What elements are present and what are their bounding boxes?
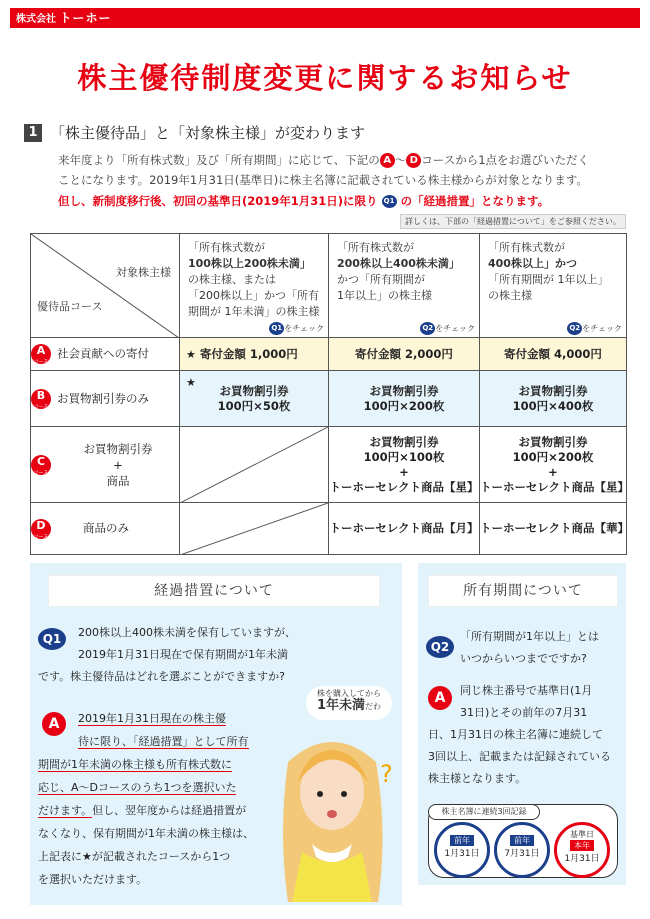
records-title: 株主名簿に連続3回記録 [428, 804, 540, 820]
course-letter: A [36, 344, 46, 357]
q2-line: いつからいつまでですか? [460, 652, 587, 665]
a1-line [38, 777, 236, 798]
a1-badge: A [42, 712, 66, 736]
cell-value: トーホーセレクト商品【星】 [480, 479, 630, 494]
cell-value: お買物割引券 [518, 434, 588, 449]
a1-line [38, 800, 246, 821]
intro-tilde: ～ [394, 153, 407, 167]
speech-bubble [306, 686, 392, 720]
course-tag: コース [33, 403, 49, 410]
course-name: お買物割引券のみ [57, 391, 149, 405]
q1-icon: Q1 [269, 322, 284, 335]
cell-a-3: 寄付金額 4,000円 [480, 338, 627, 371]
q2-icon: Q2 [420, 322, 435, 335]
course-letter: D [36, 518, 46, 532]
a2-line: 同じ株主番号で基準日(1月 [460, 684, 593, 697]
a1-line: 上記表に★が記載されたコースから1つ [38, 850, 231, 863]
q1-line: 200株以上400株未満を保有していますが、 [78, 626, 296, 639]
a1-text: 期間が1年未満の株主様も所有株式数に [38, 758, 232, 771]
col2-ref-text: をチェック [435, 324, 475, 333]
q1-line: です。株主優待品はどれを選ぶことができますか? [38, 670, 285, 683]
record-badge-current [554, 822, 610, 878]
a1-line: なくなり、保有期間が1年未満の株主様は、 [38, 827, 254, 840]
q1-icon: Q1 [382, 195, 397, 208]
a1-line [78, 708, 226, 729]
header-target: 対象株主様 [116, 266, 171, 279]
cell-d-1-empty [180, 503, 329, 555]
col-header-3 [480, 234, 627, 338]
star-icon: ★ [186, 376, 196, 389]
a1-text: 2019年1月31日現在の株主優 [78, 712, 226, 725]
intro-note-a: 但し、新制度移行後、初回の基準日(2019年1月31日)に限り [58, 194, 378, 208]
record-tag: 前年 [510, 835, 534, 846]
col3-ref [480, 320, 626, 337]
page-title: 株主優待制度変更に関するお知らせ [77, 61, 573, 95]
a1-line: を選択いただけます。 [38, 873, 148, 886]
a2-line: 3回以上、記載または記録されている [428, 750, 611, 763]
course-d-icon: D [406, 153, 421, 168]
course-b-icon [31, 389, 51, 409]
intro-line-1 [58, 151, 589, 169]
course-tag: コース [33, 359, 49, 365]
q1-line: 2019年1月31日現在で保有期間が1年未満 [78, 648, 288, 661]
header-course: 優待品コース [37, 300, 103, 313]
a1-text: だけます。 [38, 804, 93, 817]
holding-period-title: 所有期間について [428, 575, 618, 607]
col2-line: 200株以上400株未満」 [337, 257, 460, 270]
cell-value: 100円×50枚 [217, 398, 291, 413]
col-header-1 [180, 234, 329, 338]
course-d-icon [31, 519, 51, 539]
cell-b-1 [180, 371, 329, 427]
col1-line: 100株以上200株未満」 [188, 257, 311, 270]
transition-title: 経過措置について [48, 575, 380, 607]
col2-line: 1年以上」の株主様 [337, 289, 432, 302]
col1-ref-text: をチェック [284, 324, 324, 333]
diagonal-line [180, 427, 328, 503]
cell-c-3 [480, 427, 630, 503]
col1-line: 「200株以上」かつ「所有 [188, 289, 319, 302]
col3-line: 「所有期間が 1年以上」 [488, 273, 609, 286]
cell-c-2 [329, 427, 480, 503]
course-a-icon [31, 344, 51, 364]
section-number: 1 [24, 124, 42, 142]
cell-d-3: トーホーセレクト商品【華】 [480, 503, 627, 555]
col2-line: かつ「所有期間が [337, 273, 425, 286]
brand-name: トーホー [59, 11, 112, 25]
col-header-2 [329, 234, 480, 338]
record-date: 1月31日 [444, 849, 480, 859]
table-row [31, 503, 627, 555]
q2-badge: Q2 [426, 636, 454, 658]
cell-a-2: 寄付金額 2,000円 [329, 338, 480, 371]
intro-note-b: の「経過措置」となります。 [400, 194, 550, 208]
company-label: 株式会社 [16, 14, 56, 25]
table-corner [31, 234, 180, 338]
a1-text: 応じ、A～Dコースのうち1つを選択いた [38, 781, 237, 794]
section-title: 「株主優待品」と「対象株主様」が変わります [50, 124, 366, 142]
record-date: 7月31日 [504, 849, 540, 859]
intro-line-2: ことになります。2019年1月31日(基準日)に株主名簿に記載されている株主様からが対象となります。 [58, 173, 588, 187]
course-name: + [113, 457, 123, 472]
course-letter: B [36, 388, 46, 402]
intro-text-c: コースから1点をお選びいただく [421, 153, 590, 167]
course-name: 社会貢献への寄付 [57, 346, 149, 361]
record-date: 1月31日 [564, 854, 600, 864]
a2-line: 株主様となります。 [428, 772, 527, 785]
course-letter: C [36, 454, 46, 468]
bubble-text: 株を購入してから [317, 689, 381, 698]
cell-value: + [548, 464, 558, 479]
a2-line: 31日)とその前年の7月31 [460, 706, 588, 719]
cell-value: 寄付金額 1,000円 [199, 346, 298, 361]
cell-a-1 [180, 338, 329, 371]
col3-line: 「所有株式数が [488, 241, 565, 254]
cell-value: お買物割引券 [518, 383, 588, 398]
course-c-icon [31, 455, 51, 475]
col3-line: の株主様 [488, 289, 532, 302]
course-tag: コース [33, 469, 49, 476]
cell-value: トーホーセレクト商品【星】 [329, 479, 479, 494]
course-table [30, 233, 630, 555]
col1-line: の株主様、または [188, 273, 276, 286]
table-row [31, 371, 627, 427]
cell-value: 100円×400枚 [512, 398, 594, 413]
bubble-text-bold: 1年未満 [316, 698, 366, 713]
diagonal-line [31, 234, 179, 338]
a2-line: 日、1月31日の株主名簿に連続して [428, 728, 603, 741]
q2-icon: Q2 [567, 322, 582, 335]
col1-line: 「所有株式数が [188, 241, 265, 254]
diagonal-line [180, 503, 328, 555]
course-name: 商品 [106, 473, 130, 488]
intro-text-a: 来年度より「所有株式数」及び「所有期間」に応じて、下記の [58, 153, 380, 167]
q2-line: 「所有期間が1年以上」とは [460, 630, 599, 643]
table-row [31, 338, 627, 371]
col3-line: 400株以上」かつ [488, 257, 577, 270]
course-tag: コース [33, 533, 49, 540]
cell-d-2: トーホーセレクト商品【月】 [329, 503, 480, 555]
record-badge [494, 822, 550, 878]
table-row [31, 427, 627, 503]
record-tag: 本年 [570, 840, 594, 851]
a1-line [38, 754, 232, 775]
a2-badge: A [428, 686, 452, 710]
a1-text: 待に限り、「経過措置」として所有 [78, 735, 249, 748]
record-badge [434, 822, 490, 878]
course-b [31, 371, 180, 427]
course-c [31, 427, 180, 503]
col3-ref-text: をチェック [582, 324, 622, 333]
col2-line: 「所有株式数が [337, 241, 414, 254]
a1-line [78, 731, 249, 752]
table-header-row [31, 234, 627, 338]
record-tag: 前年 [450, 835, 474, 846]
cell-c-1-empty [180, 427, 329, 503]
company-logo [16, 10, 112, 28]
bubble-text: だわ [365, 702, 382, 711]
a1-text: 但し、翌年度からは経過措置が [92, 804, 247, 817]
course-name: 商品のみ [83, 521, 129, 535]
q1-badge: Q1 [38, 628, 66, 650]
cell-value: 100円×200枚 [363, 398, 445, 413]
course-name: お買物割引券 [83, 441, 153, 456]
detail-note: 詳しくは、下部の「経過措置について」をご参照ください。 [400, 214, 626, 229]
cell-value: お買物割引券 [219, 383, 289, 398]
star-icon: ★ [186, 347, 196, 361]
col1-line: 期間が 1年未満」の株主様 [188, 305, 320, 318]
cell-b-2 [329, 371, 480, 427]
cell-value: + [399, 464, 409, 479]
cell-value: 100円×100枚 [363, 449, 445, 464]
woman-illustration [268, 722, 398, 902]
cell-value: お買物割引券 [369, 383, 439, 398]
cell-value: お買物割引券 [369, 434, 439, 449]
course-a [31, 338, 180, 371]
record-top: 基準日 [570, 830, 594, 839]
course-d [31, 503, 180, 555]
question-icon: ? [380, 760, 393, 788]
col2-ref [329, 320, 479, 337]
cell-value: 100円×200枚 [512, 449, 594, 464]
col1-ref [180, 320, 328, 337]
intro-line-3 [58, 192, 549, 210]
cell-b-3 [480, 371, 627, 427]
course-a-icon: A [380, 153, 395, 168]
